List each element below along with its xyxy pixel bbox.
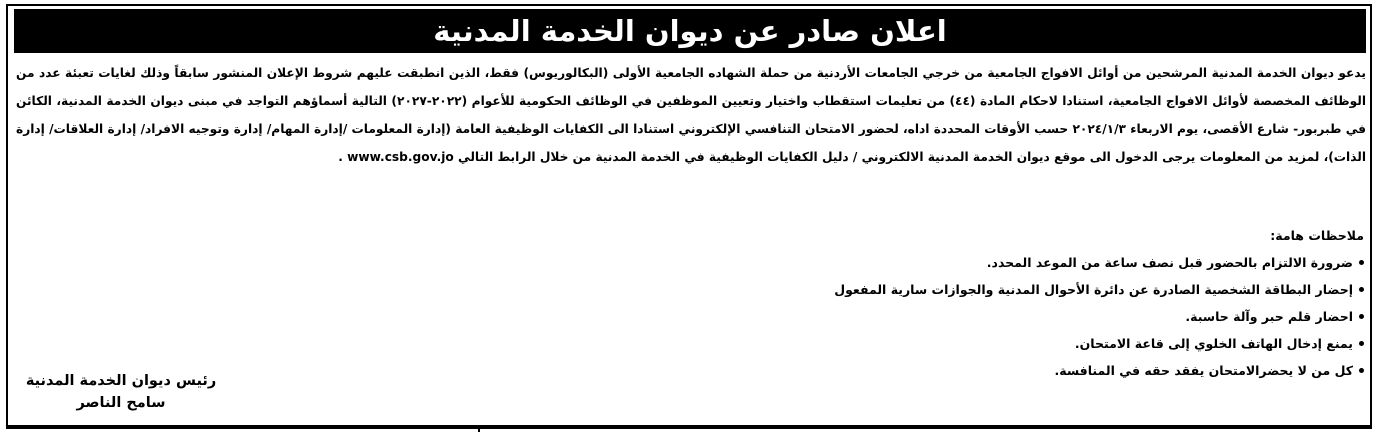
signature-block <box>16 370 226 414</box>
bullet-icon <box>1359 341 1364 346</box>
note-text: إحضار البطاقة الشخصية الصادرة عن دائرة الأحوال المدنية والجوازات سارية المفعول <box>834 282 1353 297</box>
notes-heading: ملاحظات هامة: <box>1270 228 1364 243</box>
bullet-icon <box>1359 287 1364 292</box>
bullet-icon <box>1359 368 1364 373</box>
bullet-icon <box>1359 314 1364 319</box>
signature-title: رئيس ديوان الخدمة المدنية <box>25 373 217 389</box>
note-item <box>464 254 1364 281</box>
bottom-divider-tick <box>478 427 480 432</box>
note-text: كل من لا يحضرالامتحان يفقد حقه في المنافسة. <box>1054 363 1353 378</box>
note-text: ضرورة الالتزام بالحضور قبل نصف ساعة من الموعد المحدد. <box>986 255 1353 270</box>
announcement-title-bar <box>14 9 1366 53</box>
notes-list <box>464 254 1364 389</box>
note-item <box>464 308 1364 335</box>
announcement-body: يدعو ديوان الخدمة المدنية المرشحين من أوائل الافواج الجامعية من خرجي الجامعات الأردنية من حملة الشهاده الجامعية الأولى (البكالوريوس) فقط، الذين انطبقت عليهم شروط الإعلان المنشور سابقاً وذلك لغايات تعبئة عدد من الوظائف المخصصة لأوائل الافواج الجامعية، استنادا لاحكام المادة (٤٤) من تعليمات استقطاب واختيار وتعيين الموظفين في الوظائف الحكومية للأعوام (٢٠٢٢-٢٠٢٧) التالية أسماؤهم التواجد في مبنى ديوان الخدمة المدنية، الكائن في طبربور- شارع الأقصى، يوم الاربعاء ٢٠٢٤/١/٣ حسب الأوقات المحددة اداه، لحضور الامتحان التنافسي الإلكتروني استنادا الى الكفايات الوظيفية العامة (إدارة المعلومات /إدارة المهام/ إدارة وتوجيه الافراد/ إدارة العلاقات/ إدارة الذات)، لمزيد من المعلومات يرجى الدخول الى موقع ديوان الخدمة المدنية الالكتروني / دليل الكفايات الوظيفية في الخدمة المدنية من خلال الرابط التالي www.csb.gov.jo . <box>16 66 1366 164</box>
note-item <box>464 335 1364 362</box>
signature-name: سامح الناصر <box>76 395 166 411</box>
note-text: يمنع إدخال الهاتف الخلوي إلى قاعة الامتحان. <box>1074 336 1353 351</box>
note-text: احضار قلم حبر وآلة حاسبة. <box>1185 309 1353 324</box>
bullet-icon <box>1359 260 1364 265</box>
announcement-title: اعلان صادر عن ديوان الخدمة المدنية <box>433 14 947 48</box>
note-item <box>464 362 1364 389</box>
note-item <box>464 281 1364 308</box>
bottom-divider <box>6 427 1372 432</box>
